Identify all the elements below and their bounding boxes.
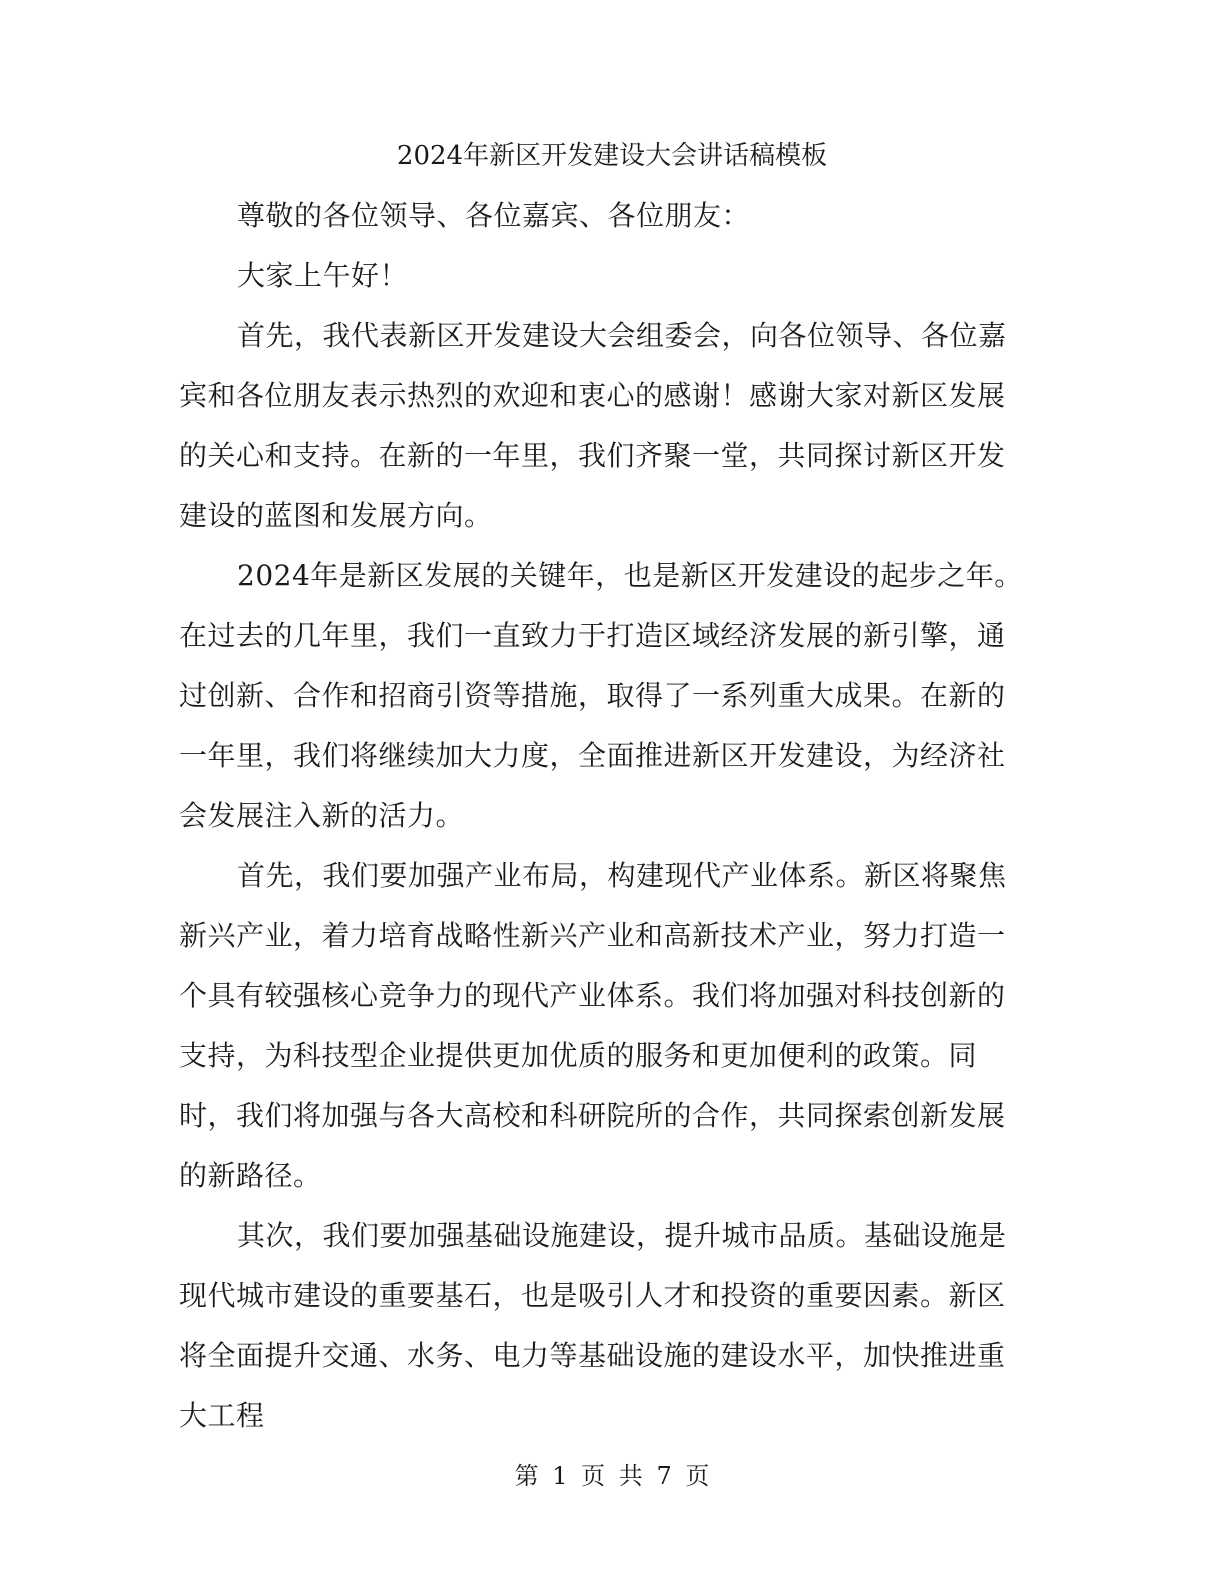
- key-year-paragraph: 2024年是新区发展的关键年，也是新区开发建设的起步之年。在过去的几年里，我们一直致力于打造区域经济发展的新引擎，通过创新、合作和招商引资等措施，取得了一系列重大成果。在新的一年里，我们将继续加大力度，全面推进新区开发建设，为经济社会发展注入新的活力。: [179, 559, 1023, 832]
- greeting-paragraph: 大家上午好！: [237, 259, 409, 292]
- infrastructure-paragraph: 其次，我们要加强基础设施建设，提升城市品质。基础设施是现代城市建设的重要基石，也是吸引人才和投资的重要因素。新区将全面提升交通、水务、电力等基础设施的建设水平，加快推进重大工程: [179, 1219, 1007, 1432]
- salutation-paragraph: 尊敬的各位领导、各位嘉宾、各位朋友：: [237, 199, 751, 232]
- document-title: 2024年新区开发建设大会讲话稿模板: [396, 141, 828, 171]
- industry-paragraph: 首先，我们要加强产业布局，构建现代产业体系。新区将聚焦新兴产业，着力培育战略性新兴产业和高新技术产业，努力打造一个具有较强核心竞争力的现代产业体系。我们将加强对科技创新的支持，为科技型企业提供更加优质的服务和更加便利的政策。同时，我们将加强与各大高校和科研院所的合作，共同探索创新发展的新路径。: [179, 859, 1007, 1192]
- page-number-footer: 第 1 页 共 7 页: [514, 1462, 710, 1490]
- document-body: [179, 186, 1029, 1446]
- welcome-paragraph: 首先，我代表新区开发建设大会组委会，向各位领导、各位嘉宾和各位朋友表示热烈的欢迎和衷心的感谢！感谢大家对新区发展的关心和支持。在新的一年里，我们齐聚一堂，共同探讨新区开发建设的蓝图和发展方向。: [179, 319, 1007, 532]
